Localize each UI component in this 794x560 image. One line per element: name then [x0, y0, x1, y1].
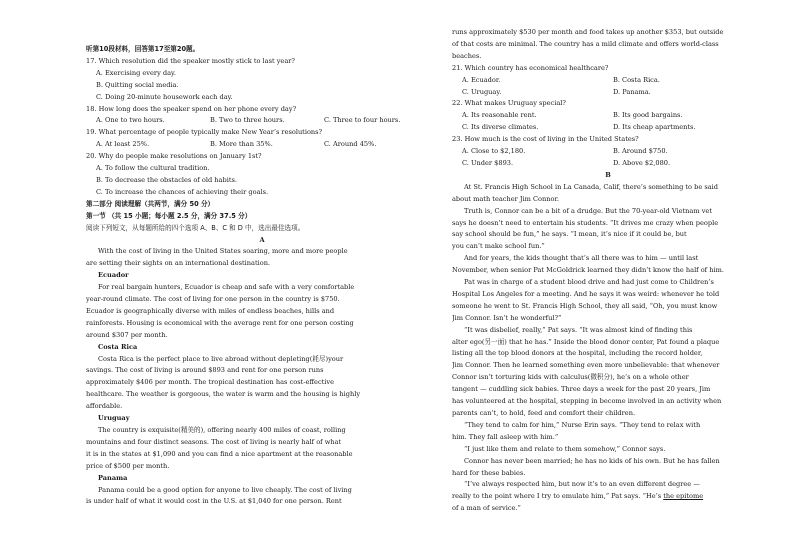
- q18-option-b: B. Two to three hours.: [210, 116, 285, 125]
- q23-option-b: B. Around $750.: [613, 147, 668, 156]
- panama-line-5: beaches.: [452, 51, 482, 60]
- q19-option-c: C. Around 45%.: [324, 140, 377, 149]
- q22-options-row-2: [452, 122, 764, 134]
- passage-b-line-24: Connor has never been married; he has no kids of his own. But he has fallen: [464, 456, 720, 465]
- passage-b-line-23: “I just like them and relate to them somehow,” Connor says.: [464, 444, 666, 453]
- costa-rica-line-2: savings. The cost of living is around $893 and rent for one person runs: [86, 366, 324, 375]
- ecuador-line-4: rainforests. Housing is economical with the average rent for one person costing: [86, 318, 354, 327]
- passage-b-line-9: Pat was in charge of a student blood drive and had just come to Children’s: [464, 278, 714, 287]
- passage-b-line-1: At St. Francis High School in La Canada, Calif, there’s something to be said: [464, 182, 718, 191]
- panama-line-3: runs approximately $530 per month and food takes up another $353, but outside: [452, 28, 724, 36]
- passage-b-line-5: say school should be fun,” he says. “I mean, it’s nice if it could be, but: [452, 230, 687, 239]
- q21-option-d: D. Panama.: [613, 87, 651, 96]
- passage-b-line-16: Jim Connor. Then he learned something even more unbelievable: that whenever: [452, 361, 720, 370]
- q19-options: [86, 139, 438, 151]
- q18-option-c: C. Three to four hours.: [324, 116, 401, 125]
- passage-b-line-4: says he doesn’t need to entertain his students. “It drives me crazy when people: [452, 218, 719, 227]
- question-20: 20. Why do people make resolutions on January 1st?: [86, 152, 262, 161]
- passage-b-line-3: Truth is, Connor can be a bit of a drudge. But the 70-year-old Vietnam vet: [464, 206, 712, 215]
- costa-rica-line-5: affordable.: [86, 402, 123, 411]
- ecuador-line-2: year-round climate. The cost of living for one person in the country is $750.: [86, 295, 340, 304]
- question-23: 23. How much is the cost of living in the United States?: [452, 135, 639, 144]
- question-22: 22. What makes Uruguay special?: [452, 99, 566, 108]
- q18-options: [86, 115, 438, 127]
- q22-option-d: D. Its cheap apartments.: [613, 123, 696, 132]
- q23-option-c: C. Under $893.: [462, 158, 514, 167]
- uruguay-line-2: mountains and four distinct seasons. The cost of living is nearly half of what: [86, 437, 342, 446]
- passage-b-line-27-text: really to the point where I try to emulate him,” Pat says. “He’s: [452, 492, 664, 501]
- uruguay-line-4: price of $500 per month.: [86, 461, 170, 470]
- q22-option-a: A. Its reasonable rent.: [462, 111, 537, 120]
- passage-b-line-25: hard for these babies.: [452, 468, 526, 477]
- q20-option-c: C. To increase the chances of achieving their goals.: [96, 187, 269, 196]
- heading-costa-rica: Costa Rica: [98, 342, 138, 351]
- passage-b-line-8: November, when senior Pat McGoldrick learned they didn’t know the half of him.: [452, 266, 724, 275]
- q20-option-b: B. To decrease the obstacles of old habits.: [96, 175, 237, 184]
- q22-option-c: C. Its diverse climates.: [462, 123, 539, 132]
- passage-b-line-26: “I’ve always respected him, but now it’s to an even different degree —: [464, 480, 700, 489]
- part-two-heading: 第二部分 阅读理解（共两节，满分 50 分）: [86, 199, 215, 208]
- passage-b-line-15: listing all the top blood donors at the hospital, including the record holder,: [452, 349, 703, 358]
- passage-b-line-21: “They tend to calm for him,” Nurse Erin says. “They tend to relax with: [464, 420, 701, 429]
- question-18: 18. How long does the speaker spend on her phone every day?: [86, 104, 297, 113]
- q21-option-c: C. Uruguay.: [462, 87, 502, 96]
- right-column: [452, 27, 764, 515]
- passage-b-line-12: Jim Connor. Isn’t he wonderful?”: [452, 313, 562, 322]
- q22-option-b: B. Its good bargains.: [613, 111, 683, 120]
- costa-rica-line-3: approximately $406 per month. The tropical destination has cost-effective: [86, 378, 335, 387]
- listening-heading: 听第10段材料，回答第17至第20题。: [86, 45, 200, 53]
- uruguay-line-3: it is in the states at $1,090 and you can find a nice apartment at the reasonable: [86, 449, 353, 458]
- passage-b-letter: B: [605, 170, 611, 179]
- panama-line-2: is under half of what it would cost in the U.S. at $1,040 for one person. Rent: [86, 497, 342, 506]
- passage-b-line-6: you can’t make school fun.”: [452, 242, 545, 251]
- heading-uruguay: Uruguay: [98, 414, 130, 423]
- q23-options-row-2: [452, 158, 764, 170]
- underlined-phrase-the-epitome: the epitome: [663, 492, 704, 501]
- passage-a-letter: A: [259, 235, 265, 244]
- passage-b-line-27: [452, 491, 764, 503]
- ecuador-line-5: around $307 per month.: [86, 330, 168, 339]
- question-17: 17. Which resolution did the speaker mostly stick to last year?: [86, 56, 295, 65]
- passage-b-line-18: tangent — cuddling sick babies. Three days a week for the past 20 years, Jim: [452, 385, 711, 394]
- q22-options-row-1: [452, 110, 764, 122]
- q17-option-a: A. Exercising every day.: [96, 68, 176, 77]
- panama-line-1: Panama could be a good option for anyone to live cheaply. The cost of living: [98, 485, 352, 494]
- q21-options-row-1: [452, 75, 764, 87]
- passage-b-line-13: “It was disbelief, really,” Pat says. “It was almost kind of finding this: [464, 325, 693, 334]
- q23-options-row-1: [452, 146, 764, 158]
- passage-b-line-7: And for years, the kids thought that’s all there was to him — until last: [464, 254, 699, 263]
- passage-a-intro-1: With the cost of living in the United States soaring, more and more people: [98, 247, 348, 256]
- uruguay-line-1: The country is exquisite(精美的), offering nearly 400 miles of coast, rolling: [98, 426, 346, 434]
- question-21: 21. Which country has economical healthcare?: [452, 63, 609, 72]
- passage-b-line-22: him. They fall asleep with him.”: [452, 432, 559, 441]
- section-one-heading: 第一节 （共 15 小题；每小题 2.5 分，满分 37.5 分）: [86, 211, 252, 220]
- passage-b-line-11: someone he went to St. Francis High School, they all said, “Oh, you must know: [452, 301, 718, 310]
- left-column: [86, 44, 438, 508]
- q19-option-b: B. More than 35%.: [210, 140, 273, 149]
- q20-option-a: A. To follow the cultural tradition.: [96, 164, 210, 173]
- passage-a-intro-2: are setting their sights on an international destination.: [86, 259, 271, 268]
- passage-b-line-19: has volunteered at the hospital, stepping in become involved in an activity when: [452, 397, 722, 406]
- ecuador-line-1: For real bargain hunters, Ecuador is cheap and safe with a very comfortable: [98, 283, 355, 292]
- q17-option-c: C. Doing 20-minute housework each day.: [96, 92, 233, 101]
- costa-rica-line-1: Costa Rica is the perfect place to live abroad without depleting(耗尽)your: [98, 354, 344, 363]
- passage-b-line-28: of a man of service.”: [452, 504, 521, 513]
- q23-option-a: A. Close to $2,180.: [462, 147, 526, 156]
- q19-option-a: A. At least 25%.: [96, 140, 150, 149]
- passage-b-line-20: parents can’t, to hold, feed and comfort their children.: [452, 409, 636, 417]
- ecuador-line-3: Ecuador is geographically diverse with miles of endless beaches, hills and: [86, 306, 335, 315]
- heading-ecuador: Ecuador: [98, 271, 129, 280]
- passage-b-line-10: Hospital Los Angeles for a meeting. And he says it was weird: whenever he told: [452, 289, 720, 298]
- reading-instructions: 阅读下列短文，从每题所给的四个选项 A、B、C 和 D 中，选出最佳选项。: [86, 223, 305, 232]
- question-19: 19. What percentage of people typically make New Year’s resolutions?: [86, 128, 323, 137]
- q21-option-a: A. Ecuador.: [462, 75, 501, 84]
- panama-line-4: of that costs are minimal. The country has a mild climate and offers world-class: [452, 39, 719, 48]
- heading-panama: Panama: [98, 473, 128, 482]
- costa-rica-line-4: healthcare. The weather is gorgeous, the water is warm and the housing is highly: [86, 390, 361, 399]
- passage-b-line-2: about math teacher Jim Connor.: [452, 194, 559, 203]
- passage-b-line-14: alter ego(另一面) that he has.” Inside the blood donor center, Pat found a plaque: [452, 337, 720, 346]
- q18-option-a: A. One to two hours.: [96, 116, 165, 125]
- q21-options-row-2: [452, 87, 764, 99]
- q21-option-b: B. Costa Rica.: [613, 75, 660, 84]
- q17-option-b: B. Quitting social media.: [96, 80, 179, 89]
- passage-b-line-17: Connor isn’t torturing kids with calculus(微积分), he’s on a whole other: [452, 373, 689, 382]
- q23-option-d: D. Above $2,080.: [613, 158, 671, 167]
